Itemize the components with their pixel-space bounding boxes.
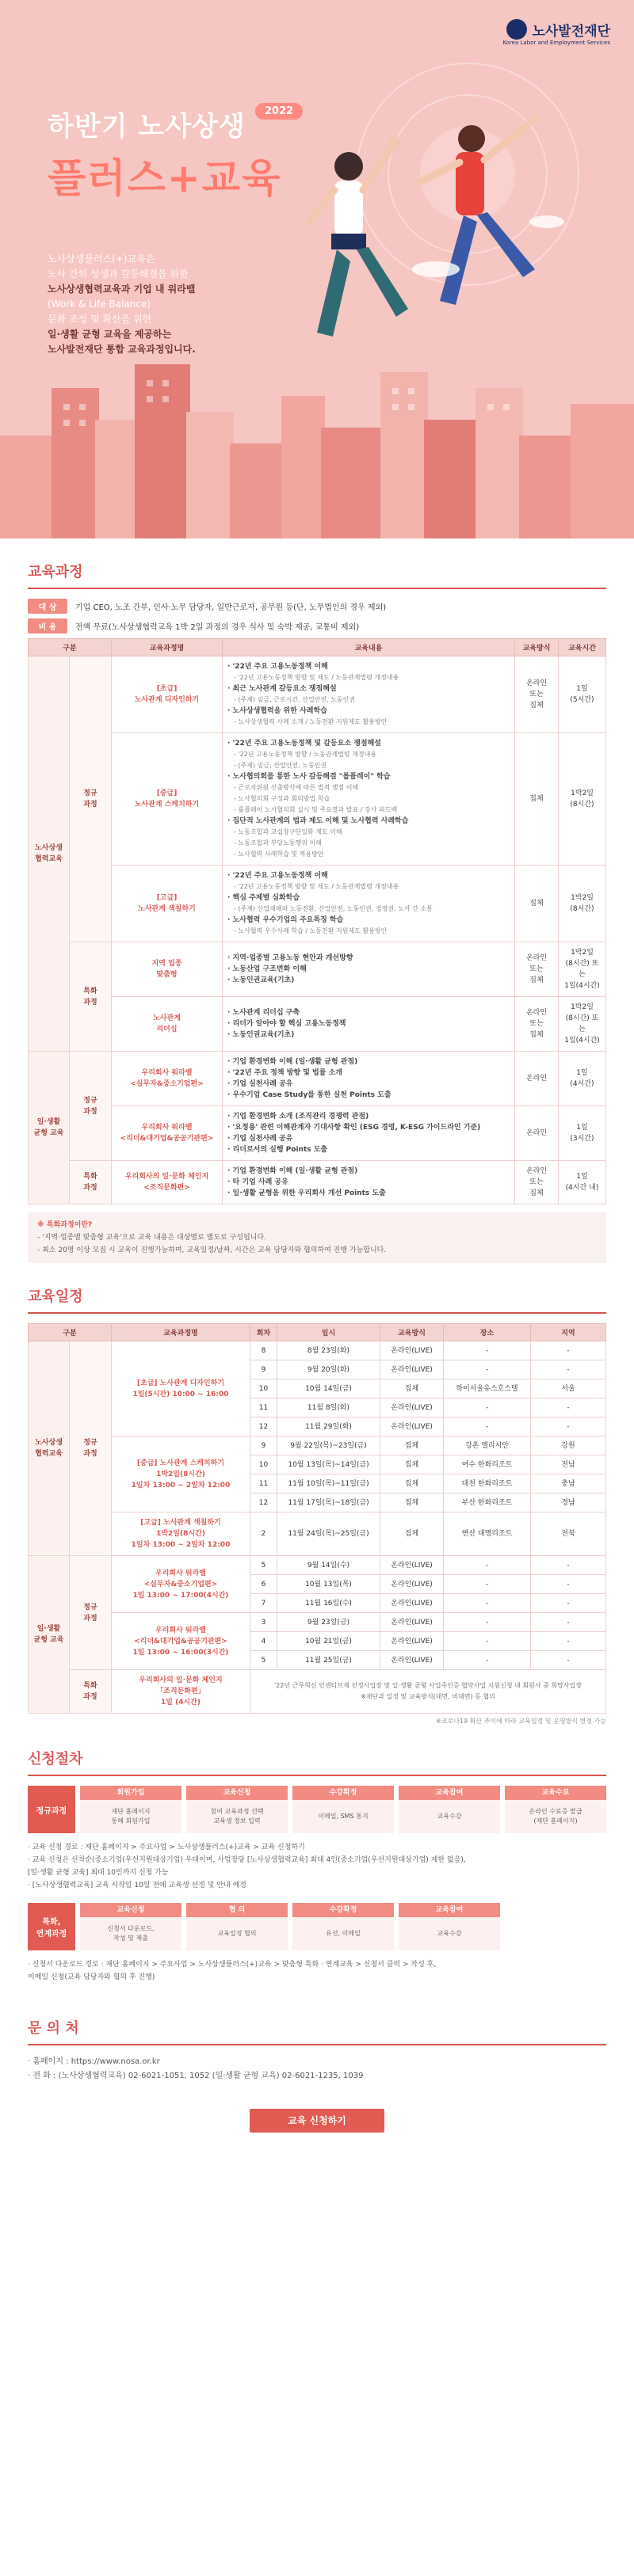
course-row [29,656,606,733]
course-name-cell: [고급] 노사관계 색칠하기 [112,866,223,942]
process-step-title: 교육수료 [505,1786,606,1800]
mode-cell: 온라인 [515,1106,559,1161]
session-cell: 3 [250,1613,277,1632]
course-name-cell: 우리회사의 일·문화 체인지 <조직문화편> [112,1161,223,1204]
col-header: 지역 [531,1324,606,1341]
mode-cell: 온라인 또는 집체 [515,656,559,733]
session-cell: 10 [250,1455,277,1474]
hero-desc-line: 노사상생플러스(+)교육은 [48,253,155,264]
content-subitem: - (주제) 산업재해와 노동전환, 산업안전, 노동인권, 경영권, 노사 간 소통 [234,905,433,912]
schedule-row [29,1512,606,1556]
mode-cell: 온라인(LIVE) [380,1417,444,1436]
content-item: · 기업 실천사례 공유 [227,1080,293,1088]
time-cell: 1일 (4시간) [559,1052,606,1106]
mode-cell: 집체 [380,1474,444,1493]
process-step-desc: 교육수강 [399,1917,500,1950]
session-cell: 11 [250,1474,277,1493]
content-item: · '22년 주요 고용노동정책 이해 [227,872,328,880]
session-cell: 12 [250,1493,277,1512]
category-cell: 일·생활 균형 교육 [29,1556,70,1714]
year-badge: 2022 [255,103,303,120]
content-subitem: - (주제) 임금, 산업안전, 노동인권 [234,762,327,769]
region-cell: - [531,1360,606,1379]
session-cell: 5 [250,1556,277,1575]
process-step [505,1786,606,1833]
venue-cell: - [444,1613,531,1632]
region-cell: 충남 [531,1474,606,1493]
schedule-course-cell: 우리회사 워라밸 <리더&대기업&공공기관편> 1일 13:00 ~ 16:00(3시간) [112,1613,250,1670]
date-cell: 11월 25일(금) [277,1651,380,1670]
content-subitem: - (주제) 임금, 근로시간, 산업안전, 노동인권 [234,696,356,703]
date-cell: 11월 16일(수) [277,1594,380,1613]
content-item: · 노동인권교육(기초) [227,1031,295,1039]
course-name-cell: 우리회사 워라밸 <실무자&중소기업편> [112,1052,223,1106]
col-header: 일시 [277,1324,380,1341]
mode-cell: 집체 [515,866,559,942]
subcategory-cell: 특화 과정 [70,942,112,1052]
region-cell: - [531,1398,606,1417]
region-cell: - [531,1632,606,1651]
time-cell: 1일 (3시간) [559,1106,606,1161]
content-subitem: - '22년 고용노동정책 방향 및 제도 / 노동관계법령 개정내용 [234,674,399,681]
venue-cell: - [444,1398,531,1417]
content-subitem: - 노동조합과 교섭창구단일화 제도 이해 [234,828,342,835]
target-tag: 대 상 [28,599,67,614]
date-cell: 9월 20일(화) [277,1360,380,1379]
process-step [399,1903,500,1950]
date-cell: 9월 14일(수) [277,1556,380,1575]
mode-cell: 집체 [380,1436,444,1455]
venue-cell: - [444,1651,531,1670]
venue-cell: 부산 한화리조트 [444,1493,531,1512]
content-subitem: - 근로자위원 선출방식에 따른 법적 쟁점 이해 [234,784,359,791]
mode-cell: 온라인 또는 집체 [515,1161,559,1204]
course-row [29,997,606,1052]
schedule-section-title: 교육일정 [28,1263,606,1314]
course-row [29,1106,606,1161]
process-step [186,1903,288,1950]
process-step-desc: 재단 홈페이지 통해 회원가입 [80,1800,181,1833]
process-step-desc: 신청서 다운로드, 작성 및 제출 [80,1917,181,1950]
course-name-cell: 우리회사 워라밸 <리더&대기업&공공기관편> [112,1106,223,1161]
venue-cell: - [444,1575,531,1594]
process-step-title: 교육신청 [80,1903,181,1917]
mode-cell: 온라인 또는 집체 [515,997,559,1052]
mode-cell: 온라인(LIVE) [380,1613,444,1632]
course-row [29,733,606,866]
mode-cell: 온라인(LIVE) [380,1360,444,1379]
hero-desc-line: (Work & Life Balance) [48,299,151,310]
hero-banner [0,0,634,538]
content-subitem: - 노사협력 우수사례 학습 / 노동전환 지원제도 활용방안 [234,927,388,934]
content-item: · 기업 실천사례 공유 [227,1135,293,1143]
region-cell: - [531,1594,606,1613]
process-row-regular [28,1786,606,1833]
region-cell: 강원 [531,1436,606,1455]
bullet-line: · 교육 신청은 선착순(중소기업(우선지원대상기업) 우대이며, 사업장당 [노사상생협력교육] 최대 4인(중소기업(우선지원대상기업) 제한 없음), [28,1856,466,1864]
time-cell: 1박2일 (8시간) 또는 1일(4시간) [559,942,606,997]
content-item: · 노동인권교육(기초) [227,976,295,984]
content-item: · 노동산업 구조변화 이해 [227,965,307,973]
logo[interactable] [502,19,610,46]
date-cell: 10월 13일(목) [277,1575,380,1594]
content-item: · 기업 환경변화 이해 (일·생활 균형 관점) [227,1058,358,1066]
col-header: 교육과정명 [112,1324,250,1341]
venue-cell: - [444,1417,531,1436]
content-subitem: - 롤플레이 노사협의회 실시 및 주요결과 발표 / 강사 피드백 [234,806,398,813]
subcategory-cell: 정규 과정 [70,1556,112,1670]
content-item: · '요정용' 관련 이해관계자 기대사항 확인 (ESG 경영, K-ESG 가이드라인 기준) [227,1124,481,1132]
hero-title-line2: 플러스+교육 [48,155,282,201]
hero-desc-line: 노사상생협력교육과 기업 내 워라밸 [48,283,196,295]
contact-homepage[interactable]: · 홈페이지 : https://www.nosa.or.kr [28,2057,160,2066]
date-cell: 11월 8일(화) [277,1398,380,1417]
time-cell: 1일 (5시간) [559,656,606,733]
schedule-course-cell: [초급] 노사관계 디자인하기 1일(5시간) 10:00 ~ 16:00 [112,1341,250,1436]
content-item: · '22년 주요 정책 방향 및 법률 소개 [227,1069,342,1077]
hero-desc-line: 노사 간의 상생과 갈등해결을 위한 [48,268,189,280]
process-step [399,1786,500,1833]
mode-cell: 집체 [380,1493,444,1512]
special-course-notes [28,1212,606,1263]
process-step [292,1786,394,1833]
content-item: · 집단적 노사관계의 법과 제도 이해 및 노사협력 사례학습 [227,817,409,825]
col-header: 교육내용 [223,639,515,656]
contact-info [28,2055,606,2083]
content-item: · '22년 주요 고용노동정책 및 갈등요소 쟁점해설 [227,740,381,748]
subcategory-cell: 정규 과정 [70,656,112,942]
special-course-note: '22년 근무혁신 인센티브제 선정사업장 및 일·생활 균형 사업주인증 협약사업 지원신청 내 회원사 중 희망사업장 ※재단과 일정 및 교육방식(대면, 비대면) 등 협의 [250,1670,606,1714]
col-header: 교육방식 [515,639,559,656]
date-cell: 11월 29일(화) [277,1417,380,1436]
venue-cell: 여수 한화리조트 [444,1455,531,1474]
category-cell: 노사상생 협력교육 [29,1341,70,1556]
cost-tag: 비 용 [28,618,67,634]
schedule-row [29,1613,606,1632]
process-step-title: 교육참여 [399,1903,500,1917]
venue-cell: - [444,1341,531,1360]
schedule-section [0,1263,634,1726]
venue-cell: 변산 대명리조트 [444,1512,531,1556]
schedule-course-cell: 우리회사의 일·문화 체인지 「조직문화편」 1일 (4시간) [112,1670,250,1714]
hero-desc-line: 노사발전재단 통합 교육과정입니다. [48,344,196,355]
mode-cell: 온라인(LIVE) [380,1398,444,1417]
apply-button[interactable]: 교육 신청하기 [250,2109,384,2133]
content-item: · 리더로서의 실행 Points 도출 [227,1146,328,1154]
content-item: · 우수기업 Case Study를 통한 실천 Points 도출 [227,1091,391,1099]
bullet-line: · 교육 신청 경로 : 재단 홈페이지 > 주요사업 > 노사상생플러스(+)교육 > 교육 신청하기 [28,1844,305,1851]
course-content-cell [223,656,515,733]
contact-phone: · 전 화 : (노사상생협력교육) 02-6021-1051, 1052 (일·생활 균형 교육) 02-6021-1235, 1039 [28,2072,364,2080]
content-item: · 타 기업 사례 공유 [227,1178,288,1186]
course-name-cell: 노사관계 리더십 [112,997,223,1052]
content-item: · 최근 노사관계 갈등요소 쟁점해설 [227,685,337,693]
col-header: 구분 [29,639,112,656]
bullet-line: [일·생활 균형 교육] 최대 10인까지 신청 가능 [28,1869,169,1877]
hero-desc-line: 일·생활 균형 교육을 제공하는 [48,329,172,340]
mode-cell: 온라인(LIVE) [380,1651,444,1670]
session-cell: 8 [250,1341,277,1360]
date-cell: 8월 23일(화) [277,1341,380,1360]
mode-cell: 온라인(LIVE) [380,1341,444,1360]
process-bullets-regular [28,1841,606,1892]
logo-name: 노사발전재단 [532,23,610,40]
mode-cell: 집체 [515,733,559,866]
target-row [28,599,606,614]
process-label: 특화, 연계과정 [28,1903,75,1950]
course-content-cell [223,1052,515,1106]
schedule-course-cell: [중급] 노사관계 스케치하기 1박2일(8시간) 1일차 13:00 ~ 2일차 12:00 [112,1436,250,1512]
date-cell: 9월 23일(금) [277,1613,380,1632]
cost-text: 전액 무료(노사상생협력교육 1박 2일 과정의 경우 식사 및 숙박 제공, 교통비 제외) [75,623,360,632]
time-cell: 1일 (4시간 내) [559,1161,606,1204]
bullet-line: · [노사상생협력교육] 교육 시작일 10일 전에 교육생 선정 및 안내 예정 [28,1882,246,1889]
col-header: 교육방식 [380,1324,444,1341]
notes-heading: ※ 특화과정이란? [37,1221,93,1229]
content-item: · 지역·업종별 고용노동 현안과 개선방향 [227,954,353,962]
content-item: · 노사상생협력을 위한 사례학습 [227,707,327,715]
mode-cell: 온라인 [515,1052,559,1106]
session-cell: 7 [250,1594,277,1613]
hero-title-line1: 하반기 노사상생 [48,111,246,143]
logo-subtitle: Korea Labor and Employment Services [502,40,610,46]
schedule-row [29,1556,606,1575]
process-step [80,1903,181,1950]
schedule-table [28,1323,606,1714]
content-item: · 일·생활 균형을 위한 우리회사 개선 Points 도출 [227,1189,386,1197]
logo-mark-icon [506,19,527,40]
course-row [29,1052,606,1106]
cost-row [28,618,606,634]
region-cell: - [531,1575,606,1594]
venue-cell: - [444,1360,531,1379]
process-row-special [28,1903,606,1950]
course-row [29,1161,606,1204]
course-content-cell [223,1161,515,1204]
content-item: · 노사협력 우수기업의 주요특징 학습 [227,916,344,924]
city-skyline-illustration [0,341,634,538]
mode-cell: 온라인(LIVE) [380,1632,444,1651]
course-row [29,942,606,997]
category-cell: 노사상생 협력교육 [29,656,70,1052]
venue-cell: 강촌 엘리시안 [444,1436,531,1455]
date-cell: 10월 13일(목)~14일(금) [277,1455,380,1474]
date-cell: 10월 21일(금) [277,1632,380,1651]
schedule-course-cell: 우리회사 워라밸 <실무자&중소기업편> 1일 13:00 ~ 17:00(4시간) [112,1556,250,1613]
process-step-desc: 참여 교육과정 선택 교육생 정보 입력 [186,1800,288,1833]
mode-cell: 온라인(LIVE) [380,1556,444,1575]
mode-cell: 온라인(LIVE) [380,1594,444,1613]
process-step-desc: 온라인 수료증 발급 (재단 홈페이지) [505,1800,606,1833]
schedule-footnote: ※코로나19 확산 추이에 따라 교육일정 및 운영방식 변경 가능 [436,1718,606,1725]
region-cell: - [531,1556,606,1575]
region-cell: 전남 [531,1455,606,1474]
content-subitem: - 노사협력 사례학습 및 적용방안 [234,850,324,858]
subcategory-cell: 정규 과정 [70,1341,112,1556]
content-item: · 핵심 주제별 심화학습 [227,894,300,902]
mode-cell: 집체 [380,1455,444,1474]
region-cell: 서울 [531,1379,606,1398]
region-cell: - [531,1341,606,1360]
target-text: 기업 CEO, 노조 간부, 인사·노무 담당자, 일반근로자, 공무원 등(단, 노무법인의 경우 제외) [75,603,387,612]
content-item: · '22년 주요 고용노동정책 이해 [227,663,328,671]
venue-cell: - [444,1632,531,1651]
session-cell: 12 [250,1417,277,1436]
venue-cell: - [444,1556,531,1575]
content-subitem: - 노동조합과 부당노동행위 이해 [234,839,322,847]
date-cell: 11월 17일(목)~18일(금) [277,1493,380,1512]
region-cell: 전북 [531,1512,606,1556]
region-cell: - [531,1417,606,1436]
session-cell: 9 [250,1360,277,1379]
schedule-course-cell: [고급] 노사관계 색칠하기 1박2일(8시간) 1일차 13:00 ~ 2일차 12:00 [112,1512,250,1556]
session-cell: 9 [250,1436,277,1455]
session-cell: 11 [250,1398,277,1417]
date-cell: 11월 24일(목)~25일(금) [277,1512,380,1556]
venue-cell: - [444,1594,531,1613]
session-cell: 2 [250,1512,277,1556]
process-label: 정규과정 [28,1786,75,1833]
region-cell: 경남 [531,1493,606,1512]
subcategory-cell: 특화 과정 [70,1670,112,1714]
process-step [292,1903,394,1950]
session-cell: 6 [250,1575,277,1594]
col-header: 장소 [444,1324,531,1341]
course-content-cell [223,866,515,942]
content-item: · 기업 환경변화 소개 (조직관리 경쟁력 관점) [227,1113,369,1121]
category-cell: 일·생활 균형 교육 [29,1052,70,1204]
mode-cell: 집체 [380,1379,444,1398]
col-header: 교육과정명 [112,639,223,656]
process-section-title: 신청절차 [28,1726,606,1776]
process-step [186,1786,288,1833]
course-name-cell: [중급] 노사관계 스케치하기 [112,733,223,866]
course-name-cell: 지역 업종 맞춤형 [112,942,223,997]
process-step-desc: 유선, 이메일 [292,1917,394,1950]
process-section [0,1726,634,1984]
region-cell: - [531,1651,606,1670]
col-header: 교육시간 [559,639,606,656]
mode-cell: 온라인 또는 집체 [515,942,559,997]
content-item: · 노사관계 리더십 구축 [227,1009,300,1017]
course-content-cell [223,942,515,997]
date-cell: 11월 10일(목)~11일(금) [277,1474,380,1493]
content-item: · 노사협의회를 통한 노사 갈등해결 "롤플레이" 학습 [227,773,391,781]
course-section [0,538,634,1263]
subcategory-cell: 정규 과정 [70,1052,112,1161]
date-cell: 10월 14일(금) [277,1379,380,1398]
mode-cell: 온라인(LIVE) [380,1575,444,1594]
venue-cell: 대천 한화리조트 [444,1474,531,1493]
process-step-title: 수강확정 [292,1903,394,1917]
course-content-cell [223,997,515,1052]
process-step [80,1786,181,1833]
content-subitem: - 노사협의회 구성과 회의방법 학습 [234,795,330,802]
contact-section-title: 문 의 처 [28,1995,606,2045]
process-step-desc: 교육수강 [399,1800,500,1833]
content-item: · 기업 환경변화 이해 (일·생활 균형 관점) [227,1167,358,1175]
content-subitem: - '22년 고용노동정책 방향 및 제도 / 노동관계법령 개정내용 [234,883,399,890]
course-content-cell [223,733,515,866]
session-cell: 10 [250,1379,277,1398]
course-table [28,638,606,1204]
venue-cell: 하이서울유스호스텔 [444,1379,531,1398]
col-header: 구분 [29,1324,112,1341]
session-cell: 5 [250,1651,277,1670]
bullet-line: · 신청서 다운로드 경로 : 재단 홈페이지 > 주요사업 > 노사상생플러스(+)교육 > 맞춤형 특화 · 연계교육 > 신청서 클릭 > 작성 후, [28,1961,437,1969]
session-cell: 4 [250,1632,277,1651]
date-cell: 9월 22일(목)~23일(금) [277,1436,380,1455]
course-section-title: 교육과정 [28,538,606,589]
process-step-desc: 교육일정 협의 [186,1917,288,1950]
process-step-title: 교육참여 [399,1786,500,1800]
bullet-line: 이메일 신청(교육 담당자와 협의 후 진행) [28,1973,155,1981]
content-subitem: - 노사상생협력 사례 소개 / 노동전환 지원제도 활용방안 [234,718,388,725]
time-cell: 1박2일 (8시간) 또는 1일(4시간) [559,997,606,1052]
process-step-title: 교육신청 [186,1786,288,1800]
content-subitem: - '22년 고용노동정책 방향 / 노동관계법령 개정내용 [234,751,377,758]
region-cell: - [531,1613,606,1632]
notes-line: - '지역·업종별 맞춤형 교육'으로 교육 내용은 대상별로 별도로 구성됩니다. [37,1234,266,1242]
course-name-cell: [초급] 노사관계 디자인하기 [112,656,223,733]
course-content-cell [223,1106,515,1161]
col-header: 회차 [250,1324,277,1341]
process-step-title: 수강확정 [292,1786,394,1800]
content-item: · 리더가 알아야 할 핵심 고용노동정책 [227,1020,346,1028]
schedule-row [29,1341,606,1360]
process-step-desc: 이메일, SMS 통지 [292,1800,394,1833]
process-step-title: 회원가입 [80,1786,181,1800]
process-step-title: 협 의 [186,1903,288,1917]
schedule-row [29,1670,606,1714]
time-cell: 1박2일 (8시간) [559,866,606,942]
process-bullets-special [28,1958,606,1984]
subcategory-cell: 특화 과정 [70,1161,112,1204]
hero-desc-line: 문화 조성 및 확산을 위한 [48,314,152,325]
contact-section [0,1995,634,2133]
notes-line: - 최소 20명 이상 모집 시 교육이 진행가능하며, 교육일정/날짜, 시간은 교육 담당자와 협의하여 진행 가능합니다. [37,1246,387,1254]
time-cell: 1박2일 (8시간) [559,733,606,866]
mode-cell: 집체 [380,1512,444,1556]
schedule-row [29,1436,606,1455]
course-row [29,866,606,942]
